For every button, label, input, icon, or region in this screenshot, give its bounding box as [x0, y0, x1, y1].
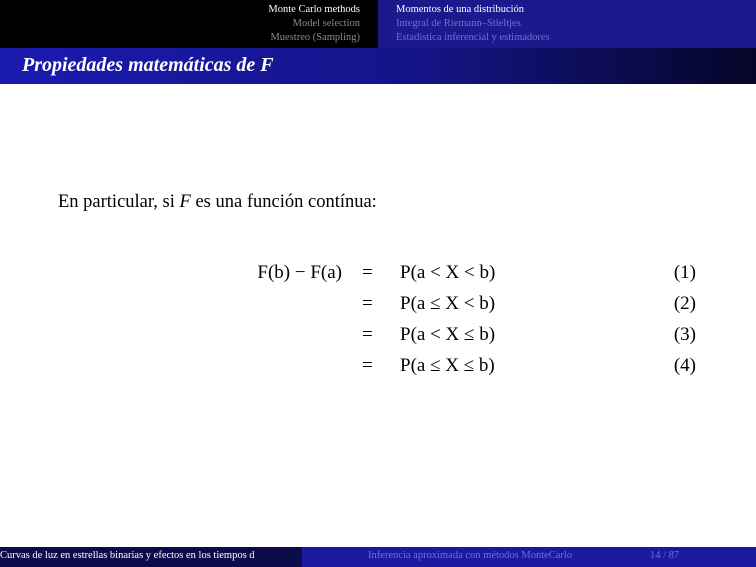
equation-rhs: P(a ≤ X ≤ b): [400, 355, 495, 376]
footline: [0, 547, 756, 567]
equation-number: (3): [673, 324, 696, 345]
section-navigation: [0, 0, 756, 48]
equation-row: [0, 324, 756, 352]
equation-rhs: P(a ≤ X < b): [400, 293, 496, 314]
nav-muestreo[interactable]: Muestreo (Sampling): [270, 32, 360, 43]
nav-model-selection[interactable]: Model selection: [292, 18, 360, 29]
equation-number: (2): [673, 293, 696, 314]
frame-title: Propiedades matemáticas de F: [22, 54, 274, 76]
lead-sentence: [58, 192, 377, 213]
equation-number: (1): [673, 262, 696, 283]
footer-section-title[interactable]: Inferencia aproximada con métodos MonteCarlo: [368, 550, 573, 561]
equation-row: [0, 262, 756, 290]
lead-variable: F: [179, 192, 191, 212]
equation-rhs: P(a < X ≤ b): [400, 324, 496, 345]
nav-estadistica-inferencial[interactable]: Estadística inferencial y estimadores: [396, 32, 550, 43]
equation-relation: =: [362, 293, 373, 314]
equation-relation: =: [362, 355, 373, 376]
frame-title-bar: [0, 48, 756, 84]
nav-momentos[interactable]: Momentos de una distribución: [396, 4, 525, 15]
lead-suffix: es una función contínua:: [190, 192, 377, 212]
equation-rhs: P(a < X < b): [400, 262, 496, 283]
nav-integral-riemann[interactable]: Integral de Riemann–Stieltjes: [396, 18, 521, 29]
equation-row: [0, 293, 756, 321]
equation-row: [0, 355, 756, 383]
page-number: 14 / 87: [650, 550, 680, 561]
footer-author-title-box: [0, 547, 302, 567]
footer-short-title: Curvas de luz en estrellas binarias y efectos en los tiempos d: [0, 550, 255, 561]
nav-monte-carlo-methods[interactable]: Monte Carlo methods: [268, 4, 360, 15]
equation-relation: =: [362, 262, 373, 283]
equation-number: (4): [673, 355, 696, 376]
lead-prefix: En particular, si: [58, 192, 180, 212]
section-nav-left: [0, 0, 378, 48]
equation-relation: =: [362, 324, 373, 345]
equation-lhs: F(b) − F(a): [257, 262, 342, 283]
subsection-nav-right: [378, 0, 756, 48]
